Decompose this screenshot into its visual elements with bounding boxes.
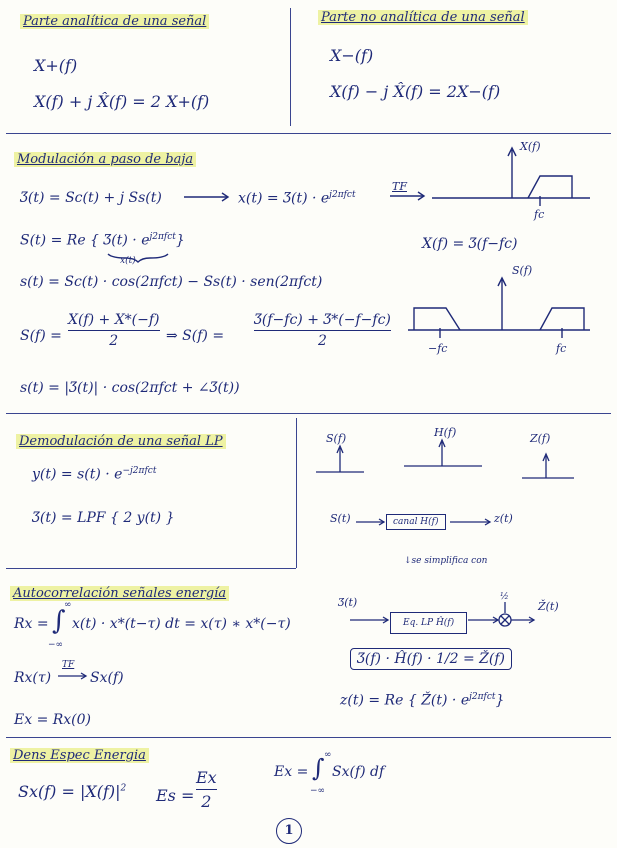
eq-es-left: Es = (156, 786, 195, 805)
eq-x-of-t-base: x(t) = Ʒ(t) · e (238, 190, 330, 207)
plot2-trap-left (414, 308, 460, 330)
integral-rx-upper: ∞ (64, 600, 72, 610)
integral-sign-rx: ∫ (52, 606, 66, 636)
eq-s-freq-fraction-2 (254, 312, 391, 349)
eq-ex-left: Ex = (274, 764, 309, 780)
plot1-arrow-head (508, 148, 516, 156)
plot1-label: X(f) (520, 140, 541, 153)
integral-rx-lower: −∞ (48, 640, 64, 650)
tf-label-1: TF (392, 180, 407, 193)
section-title-demodulation: Demodulación de una señal LP (16, 434, 226, 449)
chain1-output: z(t) (494, 512, 513, 525)
eq-z-of-t-exp: j2πfct (469, 692, 496, 702)
divider-h4 (6, 737, 611, 738)
eq-s-real-underbrace-label: x(t) (120, 256, 136, 266)
frac2-numerator: Ʒ(f−fc) + Ʒ*(−f−fc) (254, 312, 391, 328)
eq-es-fraction (196, 768, 217, 811)
chain1-input: S(t) (330, 512, 351, 525)
divider-h1 (6, 133, 611, 134)
divider-h2 (6, 413, 611, 414)
plot2-pos-fc-label: fc (556, 342, 567, 355)
chain2-mult-x1 (501, 616, 509, 624)
plot1-fc-label: fc (534, 208, 545, 221)
eq-rx-left: Rx = (14, 616, 49, 632)
eq-s-real-close: } (175, 232, 185, 249)
page-number: 1 (276, 818, 302, 844)
eq-rx-tf-left: Rx(τ) (14, 670, 52, 686)
simplify-note: ↓se simplifica con (404, 556, 488, 566)
frac1-numerator: X(f) + X*(−f) (68, 312, 160, 328)
eq-lpf: Ʒ(t) = LPF { 2 y(t) } (32, 510, 175, 526)
section-title-non-analytic: Parte no analítica de una señal (318, 10, 528, 25)
section-title-analytic: Parte analítica de una señal (20, 14, 209, 29)
block-hf-label: H(f) (434, 426, 457, 439)
es-denominator: 2 (201, 792, 212, 811)
plot2-trap-right (540, 308, 584, 330)
integral-sign-ex: ∫ (312, 754, 325, 782)
eq-rx-tf-right: Sx(f) (90, 670, 124, 686)
divider-vertical-mid (296, 418, 297, 568)
eq-s-polar: s(t) = |Ʒ(t)| · cos(2πfct + ∠Ʒ(t)) (20, 380, 240, 396)
eq-s-real-base: S(t) = Re { Ʒ(t) · e (20, 232, 150, 249)
chain2-equalizer-box: Eq. LP Ĥ(f) (390, 612, 467, 634)
integral-ex-upper: ∞ (324, 750, 332, 760)
chain2-arrow-in-head (383, 617, 388, 623)
eq-z-of-t-close: } (495, 692, 505, 709)
eq-sx (18, 782, 126, 801)
eq-x-plus: X+(f) (34, 56, 78, 75)
hf-arrow-head (439, 440, 445, 447)
eq-y-of-t (32, 466, 156, 483)
eq-s-real (20, 232, 185, 249)
es-bar (196, 789, 217, 790)
eq-energy-rx0: Ex = Rx(0) (14, 712, 92, 728)
divider-h3 (6, 568, 296, 569)
section-title-energy-spectral-density: Dens Espec Energia (10, 748, 149, 763)
eq-z-of-t (340, 692, 504, 709)
es-numerator: Ex (196, 768, 217, 787)
chain1-arrow-in-head (379, 519, 384, 525)
chain2-arrow-mid-head (493, 617, 498, 623)
eq-x-of-t (238, 190, 356, 207)
eq-s-real-exp: j2πfct (149, 232, 176, 242)
eq-rx-body: x(t) · x*(t−τ) dt = x(τ) ∗ x*(−τ) (72, 616, 291, 632)
zf-arrow-head (543, 454, 549, 461)
plot1-trapezoid (528, 176, 572, 198)
plot2-label: S(f) (512, 264, 533, 277)
eq-x-minus: X−(f) (330, 46, 374, 65)
eq-ex-body: Sx(f) df (332, 764, 385, 780)
chain2-output: Ž(t) (538, 600, 559, 613)
eq-s-freq-mid: ⇒ S(f) = (166, 328, 225, 344)
eq-sx-base: Sx(f) = |X(f)| (18, 782, 121, 801)
eq-y-of-t-base: y(t) = s(t) · e (32, 466, 123, 483)
frac2-bar (254, 330, 391, 331)
frac1-denominator: 2 (109, 333, 119, 349)
integral-ex-lower: −∞ (310, 786, 326, 796)
frac2-denominator: 2 (317, 333, 327, 349)
chain1-channel-box: canal H(f) (386, 514, 446, 530)
plot2-arrow-head (498, 278, 506, 286)
sf-arrow-head (337, 446, 343, 453)
chain2-multiplier (499, 614, 511, 626)
plot2-neg-fc-label: −fc (428, 342, 448, 355)
chain2-mult-x2 (501, 616, 509, 624)
eq-boxed-equalizer: Ʒ(f) · Ĥ(f) · 1/2 = Ž(f) (350, 648, 512, 670)
chain2-input: Ʒ(t) (338, 596, 358, 609)
eq-x-of-t-exp: j2πfct (329, 190, 356, 200)
eq-sx-exp: 2 (120, 783, 127, 794)
block-zf-label: Z(f) (530, 432, 551, 445)
chain2-arrow-out-head (529, 617, 534, 623)
eq-s-quadrature: s(t) = Sc(t) · cos(2πfct) − Ss(t) · sen(2πfct) (20, 274, 323, 290)
arrow-to-x-head (222, 193, 228, 201)
eq-rx-tf-label: TF (62, 660, 75, 670)
eq-z-of-t-base: z(t) = Re { Ž(t) · e (340, 692, 470, 709)
eq-s-real-underbrace (108, 254, 168, 262)
eq-s-freq-fraction-1 (68, 312, 160, 349)
rx-tf-arrow-head (81, 673, 86, 679)
eq-analytic: X(f) + j X̂(f) = 2 X+(f) (34, 92, 210, 111)
section-title-lowpass-modulation: Modulación a paso de baja (14, 152, 196, 167)
eq-spectrum-shift: X(f) = Ʒ(f−fc) (422, 236, 518, 252)
chain2-half-gain: ½ (500, 592, 509, 602)
eq-non-analytic: X(f) − j X̂(f) = 2X−(f) (330, 82, 501, 101)
section-title-autocorrelation: Autocorrelación señales energía (10, 586, 229, 601)
frac1-bar (68, 330, 160, 331)
eq-y-of-t-exp: −j2πfct (122, 466, 157, 476)
divider-vertical-top (290, 8, 291, 126)
eq-complex-envelope: Ʒ(t) = Sc(t) + j Ss(t) (20, 190, 162, 206)
eq-s-freq-left: S(f) = (20, 328, 62, 344)
tf-arrow-1-head (418, 192, 424, 200)
chain1-arrow-out-head (485, 519, 490, 525)
block-sf-label: S(f) (326, 432, 347, 445)
